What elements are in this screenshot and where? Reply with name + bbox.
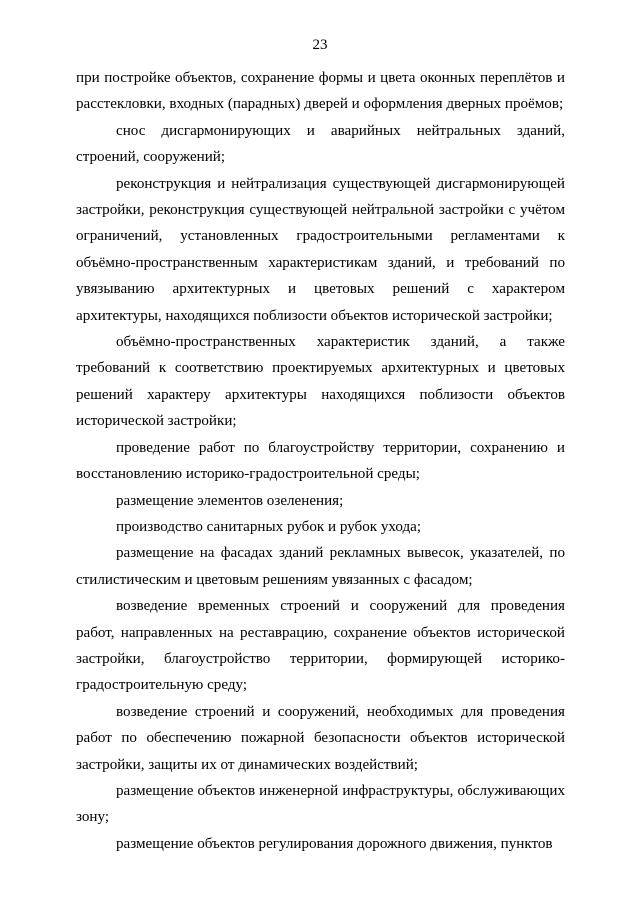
paragraph-1: при постройке объектов, сохранение формы и цвета оконных переплётов и расстекловки, входных (парадных) дверей и оформления дверных проёмов; bbox=[76, 70, 565, 113]
paragraph-6: размещение элементов озеленения; bbox=[116, 492, 344, 509]
paragraph-3: реконструкция и нейтрализация существующей дисгармонирующей застройки, реконструкция существующей нейтральной застройки с учётом ограничений, установленных градостроительными регламентами к объёмно-пространственным характеристикам зданий, и требований по увязыванию архитектурных и цветовых решений с характером архитектуры, находящихся поблизости объектов исторической застройки; bbox=[76, 175, 565, 324]
paragraph-10: возведение строений и сооружений, необходимых для проведения работ по обеспечению пожарной безопасности объектов исторической застройки, защиты их от динамических воздействий; bbox=[76, 703, 565, 773]
paragraph-8: размещение на фасадах зданий рекламных вывесок, указателей, по стилистическим и цветовым решениям увязанных с фасадом; bbox=[76, 545, 565, 588]
page-number: 23 bbox=[312, 37, 328, 53]
paragraph-12: размещение объектов регулирования дорожного движения, пунктов bbox=[116, 835, 553, 852]
paragraph-7: производство санитарных рубок и рубок ухода; bbox=[116, 518, 422, 535]
paragraph-2: снос дисгармонирующих и аварийных нейтральных зданий, строений, сооружений; bbox=[76, 122, 565, 166]
paragraph-5: проведение работ по благоустройству территории, сохранению и восстановлению историко-градостроительной среды; bbox=[76, 439, 565, 483]
paragraph-4: объёмно-пространственных характеристик зданий, а также требований к соответствию проектируемых архитектурных и цветовых решений характеру архитектуры находящихся поблизости объектов исторической застройки; bbox=[76, 334, 565, 430]
paragraph-11: размещение объектов инженерной инфраструктуры, обслуживающих зону; bbox=[76, 782, 565, 826]
document-body bbox=[76, 65, 565, 857]
paragraph-9: возведение временных строений и сооружений для проведения работ, направленных на реставрацию, сохранение объектов исторической застройки, благоустройство территории, формирующей историко-градостроительную среду; bbox=[76, 598, 565, 694]
